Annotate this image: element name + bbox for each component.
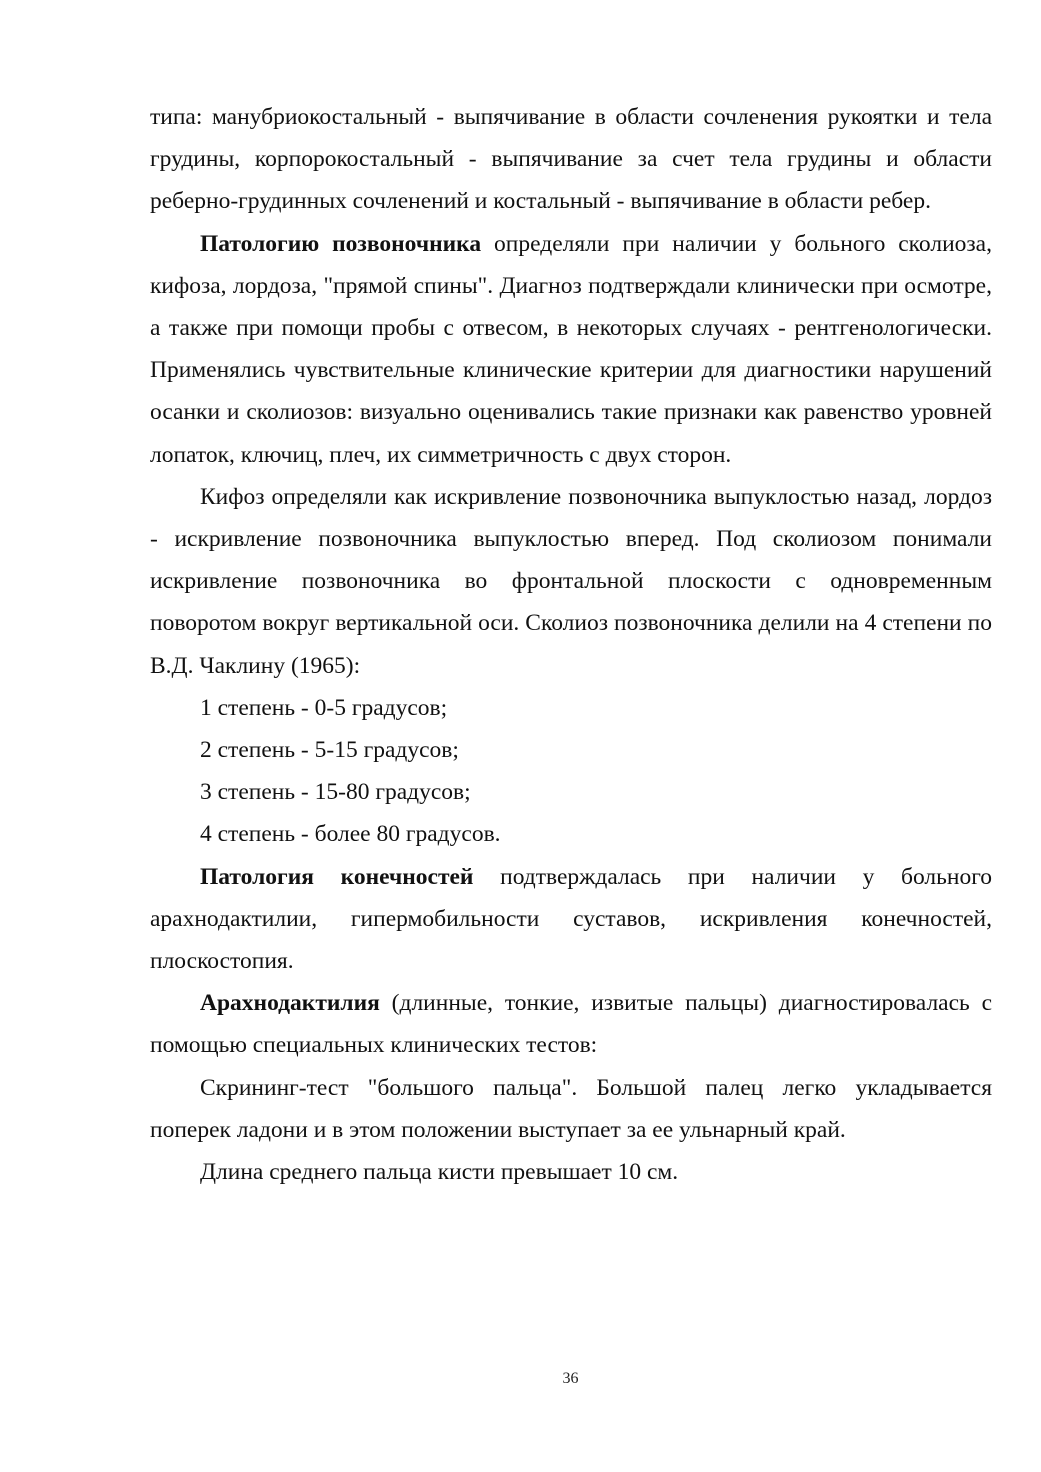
paragraph-thumb-test: Скрининг-тест "большого пальца". Большой палец легко укладывается поперек ладони и в этом положении выступает за ее ульнарный край. [150, 1074, 992, 1143]
degree-item-4: 4 степень - более 80 градусов. [200, 821, 501, 848]
body-text [150, 96, 992, 1193]
paragraph-spine-pathology-text: определяли при наличии у больного сколиоза, кифоза, лордоза, "прямой спины". Диагноз подтверждали клинически при осмотре, а также при помощи пробы с отвесом, в некоторых случаях - рентгенологически. Применялись чувствительные клинические критерии для диагностики нарушений осанки и сколиозов: визуально оценивались такие признаки как равенство уровней лопаток, ключиц, плеч, их симметричность с двух сторон. [150, 230, 992, 468]
term-spine-pathology: Патологию позвоночника [200, 230, 482, 257]
degree-item-1: 1 степень - 0-5 градусов; [200, 694, 448, 721]
degree-item-2: 2 степень - 5-15 градусов; [200, 737, 459, 764]
term-arachnodactyly: Арахнодактилия [200, 990, 380, 1017]
page-number: 36 [562, 1370, 579, 1387]
paragraph-spine-pathology [150, 223, 992, 476]
paragraph-limb-pathology-text: подтверждалась при наличии у больного арахнодактилии, гипермобильности суставов, искривления конечностей, плоскостопия. [150, 863, 992, 975]
paragraph-kyphosis-definition: Кифоз определяли как искривление позвоночника выпуклостью назад, лордоз - искривление позвоночника выпуклостью вперед. Под сколиозом понимали искривление позвоночника во фронтальной плоскости с одновременным поворотом вокруг вертикальной оси. Сколиоз позвоночника делили на 4 степени по В.Д. Чаклину (1965): [150, 483, 992, 679]
paragraph-chest-types: типа: манубриокостальный - выпячивание в области сочленения рукоятки и тела грудины, корпорокостальный - выпячивание за счет тела грудины и области реберно-грудинных сочленений и костальный - выпячивание в области ребер. [150, 104, 992, 215]
paragraph-arachnodactyly [150, 982, 992, 1066]
term-limb-pathology: Патология конечностей [200, 863, 474, 890]
paragraph-arachnodactyly-text: (длинные, тонкие, извитые пальцы) диагностировалась с помощью специальных клинических тестов: [150, 990, 992, 1059]
paragraph-limb-pathology [150, 856, 992, 983]
degree-item-3: 3 степень - 15-80 градусов; [200, 779, 471, 806]
paragraph-middle-finger: Длина среднего пальца кисти превышает 10 см. [200, 1159, 679, 1186]
